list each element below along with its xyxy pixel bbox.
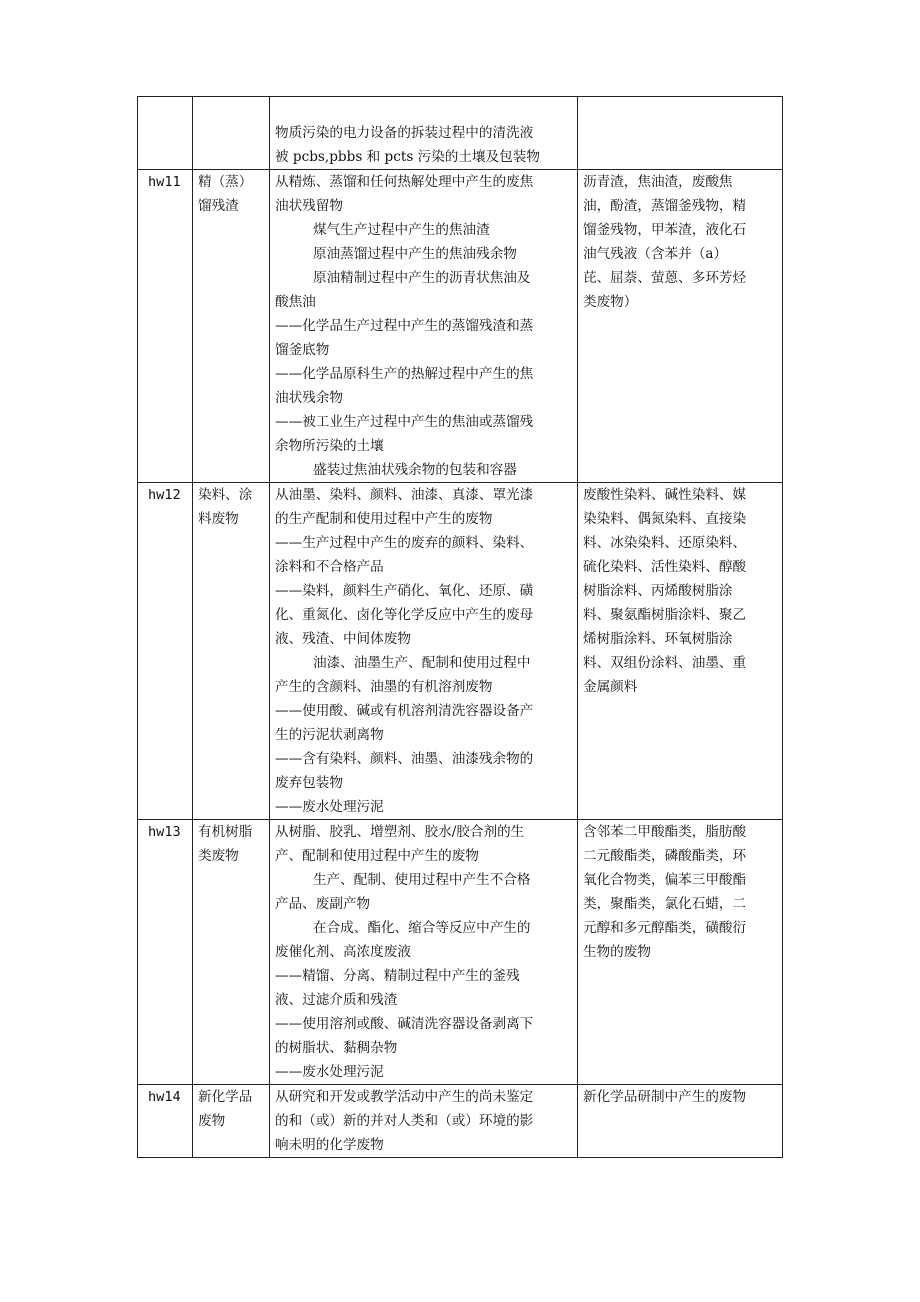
table-row [138,1085,783,1158]
waste-code-cell [138,483,193,820]
waste-source-line: 盛装过焦油状残余物的包装和容器 [313,462,517,478]
hazardous-component-line: 金属颜料 [583,679,638,695]
hazardous-component-line: 类废物） [583,294,638,310]
waste-source-line: 酸焦油 [275,294,316,310]
hazardous-waste-table [137,96,783,1158]
waste-source-line: 从油墨、染料、颜料、油漆、真漆、罩光漆 [275,487,534,503]
waste-source-line: 物质污染的电力设备的拆装过程中的清洗液 [275,125,534,141]
waste-source-line: 从精炼、蒸馏和任何热解处理中产生的废焦 [275,174,534,190]
hazardous-component-line: 料、双组份涂料、油墨、重 [583,655,747,671]
waste-source-line: ——废水处理污泥 [275,799,384,815]
waste-source-line: ——精馏、分离、精制过程中产生的釜残 [275,968,520,984]
waste-code-cell [138,820,193,1085]
waste-source-line: 煤气生产过程中产生的焦油渣 [313,222,490,238]
hazardous-component-line: 烯树脂涂料、环氧树脂涂 [583,631,733,647]
waste-source-line: ——染料，颜料生产硝化、氧化、还原、磺 [275,583,534,599]
waste-source-line: 废弃包装物 [275,775,343,791]
waste-source-line: 原油精制过程中产生的沥青状焦油及 [313,270,531,286]
hazardous-component-line: 废酸性染料、碱性染料、媒 [583,487,747,503]
waste-source-line: 废催化剂、高浓度废液 [275,944,411,960]
hazardous-components-cell [578,1085,783,1158]
waste-source-line [275,97,572,121]
waste-source-line: 生的污泥状剥离物 [275,727,384,743]
hazardous-component-line: 类，聚酯类，氯化石蜡，二 [583,896,747,912]
waste-source-line: 油状残余物 [275,390,343,406]
hazardous-component-line: 芘、屈萘、萤蒽、多环芳烃 [583,270,747,286]
waste-category-cell [193,820,270,1085]
waste-source-cell [270,483,578,820]
hazardous-component-line: 氧化合物类，偏苯三甲酸酯 [583,872,747,888]
waste-source-line: 的和（或）新的并对人类和（或）环境的影 [275,1113,534,1129]
hazardous-component-line: 树脂涂料、丙烯酸树脂涂 [583,583,733,599]
waste-category-name: 新化学品废物 [198,1089,253,1129]
waste-source-line: 从研究和开发或教学活动中产生的尚未鉴定 [275,1089,534,1105]
waste-category-cell [193,1085,270,1158]
waste-source-cell [270,170,578,483]
waste-source-line: 馏釜底物 [275,342,330,358]
hazardous-component-line: 元醇和多元醇酯类，磺酸衍 [583,920,747,936]
hazardous-components-cell [578,820,783,1085]
table-row [138,97,783,170]
waste-code: hw14 [148,1089,181,1105]
waste-source-line: 的生产配制和使用过程中产生的废物 [275,511,493,527]
waste-source-line: 响未明的化学废物 [275,1137,384,1153]
waste-source-line: 产生的含颜料、油墨的有机溶剂废物 [275,679,493,695]
waste-source-cell [270,1085,578,1158]
waste-source-line: 原油蒸馏过程中产生的焦油残余物 [313,246,517,262]
waste-code: hw11 [148,174,181,190]
hazardous-component-line: 料、冰染染料、还原染料、 [583,535,747,551]
waste-source-line: 液、过滤介质和残渣 [275,992,398,1008]
hazardous-component-line: 油，酚渣，蒸馏釜残物，精 [583,198,747,214]
waste-source-cell [270,97,578,170]
waste-source-line: ——化学品原科生产的热解过程中产生的焦 [275,366,534,382]
hazardous-component-line: 硫化染料、活性染料、醇酸 [583,559,747,575]
waste-source-line: 产品、废副产物 [275,896,371,912]
waste-source-line: 涂料和不合格产品 [275,559,384,575]
waste-category-name: 精（蒸）馏残渣 [198,174,253,214]
table-row [138,820,783,1085]
waste-source-line: 从树脂、胶乳、增塑剂、胶水/胶合剂的生 [275,824,525,840]
hazardous-component-line: 生物的废物 [583,944,651,960]
waste-source-cell [270,820,578,1085]
waste-code: hw13 [148,824,181,840]
waste-source-line: ——含有染料、颜料、油墨、油漆残余物的 [275,751,534,767]
waste-source-line: 液、残渣、中间体废物 [275,631,411,647]
waste-code-cell [138,170,193,483]
waste-code: hw12 [148,487,181,503]
waste-category-name: 染料、涂料废物 [198,487,253,527]
table-row [138,483,783,820]
hazardous-components-cell [578,483,783,820]
hazardous-component-line: 油气残液（含苯并（a） [583,246,728,262]
table-body [138,97,783,1158]
hazardous-component-line: 沥青渣，焦油渣，废酸焦 [583,174,733,190]
hazardous-component-line: 料、聚氨酯树脂涂料、聚乙 [583,607,747,623]
hazardous-components-cell [578,97,783,170]
waste-source-line: 的树脂状、黏稠杂物 [275,1040,398,1056]
waste-category-name: 有机树脂类废物 [198,824,253,864]
waste-category-cell [193,483,270,820]
waste-source-line: 生产、配制、使用过程中产生不合格 [313,872,531,888]
waste-source-line: 在合成、酯化、缩合等反应中产生的 [313,920,531,936]
hazardous-component-line: 新化学品研制中产生的废物 [583,1089,747,1105]
waste-code-cell [138,97,193,170]
waste-code-cell [138,1085,193,1158]
waste-source-line: ——生产过程中产生的废弃的颜料、染料、 [275,535,534,551]
hazardous-component-line: 馏釜残物，甲苯渣，液化石 [583,222,747,238]
waste-source-line: ——被工业生产过程中产生的焦油或蒸馏残 [275,414,534,430]
waste-source-line: 余物所污染的土壤 [275,438,384,454]
waste-category-cell [193,97,270,170]
hazardous-component-line: 含邻苯二甲酸酯类，脂肪酸 [583,824,747,840]
waste-source-line: 被 pcbs,pbbs 和 pcts 污染的土壤及包装物 [275,149,540,165]
waste-source-line: ——使用溶剂或酸、碱清洗容器设备剥离下 [275,1016,534,1032]
hazardous-component-line: 二元酸酯类，磷酸酯类，环 [583,848,747,864]
waste-source-line: 产、配制和使用过程中产生的废物 [275,848,479,864]
table-row [138,170,783,483]
waste-source-line: ——化学品生产过程中产生的蒸馏残渣和蒸 [275,318,534,334]
waste-source-line: ——废水处理污泥 [275,1064,384,1080]
waste-source-line: 油漆、油墨生产、配制和使用过程中 [313,655,531,671]
waste-source-line: ——使用酸、碱或有机溶剂清洗容器设备产 [275,703,534,719]
waste-category-cell [193,170,270,483]
waste-source-line: 油状残留物 [275,198,343,214]
hazardous-components-cell [578,170,783,483]
hazardous-component-line: 染染料、偶氮染料、直接染 [583,511,747,527]
waste-source-line: 化、重氮化、卤化等化学反应中产生的废母 [275,607,534,623]
